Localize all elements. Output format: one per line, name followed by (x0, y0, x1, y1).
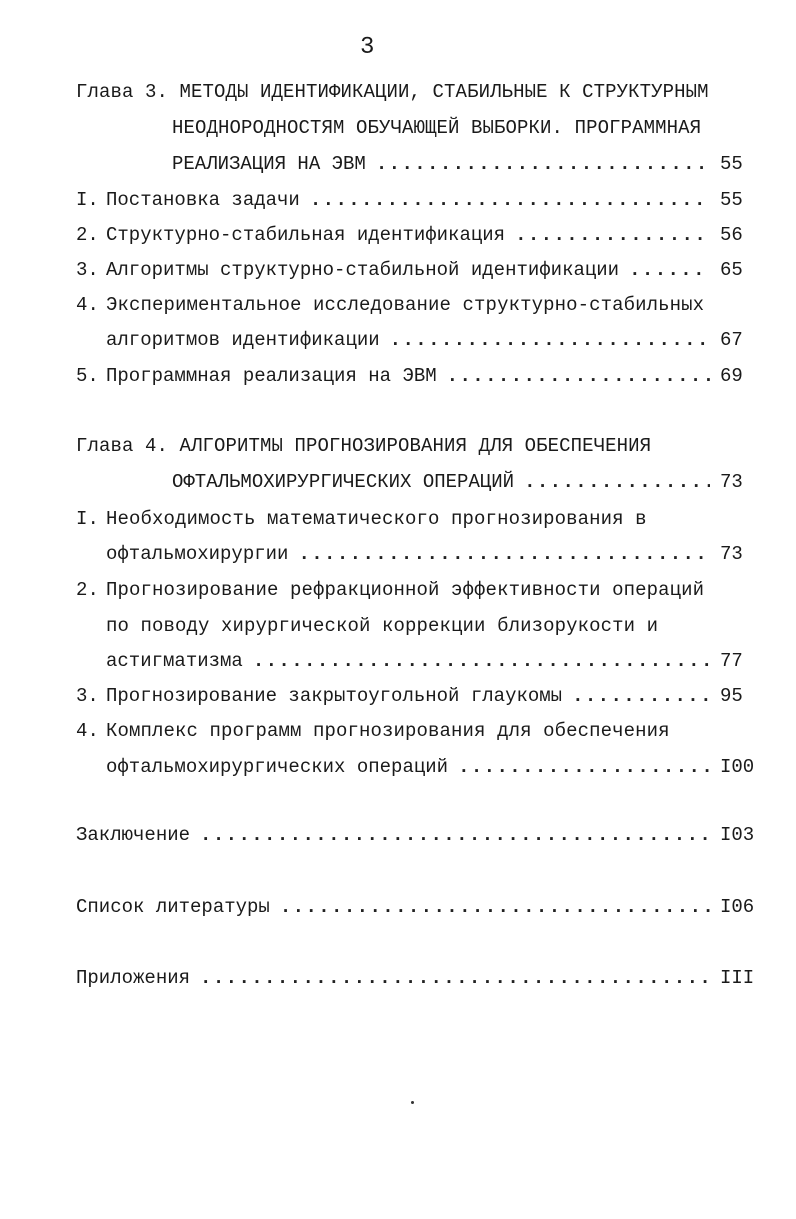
entry-number: 3. (76, 685, 99, 707)
entry-number: 3. (76, 259, 99, 281)
entry-title: Список литературы (76, 896, 270, 918)
dot-leader (524, 470, 710, 494)
entry-number: 4. (76, 720, 100, 742)
entry-title: Заключение (76, 824, 191, 846)
toc-entry (106, 649, 762, 673)
toc-entry (76, 258, 762, 282)
chapter3-title-line2: НЕОДНОРОДНОСТЯМ ОБУЧАЮЩЕЙ ВЫБОРКИ. ПРОГРАММНАЯ (172, 117, 702, 139)
entry-page: 67 (720, 329, 743, 351)
entry-title: Комплекс программ прогнозирования для обеспечения (106, 720, 670, 742)
chapter4-title-line2 (172, 470, 762, 494)
entry-title: Прогнозирование рефракционной эффективности операций (106, 579, 705, 601)
entry-title: Программная реализация на ЭВМ (106, 365, 437, 387)
entry-page: 73 (720, 543, 743, 565)
entry-number: 2. (76, 579, 100, 601)
entry-page: 55 (720, 189, 743, 211)
toc-entry-appendices (76, 966, 762, 990)
entry-title: алгоритмов идентификации (106, 329, 380, 351)
entry-page: 77 (720, 650, 743, 672)
entry-page: I06 (720, 896, 755, 918)
toc-entry-references (76, 895, 762, 919)
entry-title: офтальмохирургии (106, 543, 289, 565)
chapter4-page: 73 (720, 471, 743, 493)
dot-leader (200, 823, 710, 847)
stray-dot (411, 1101, 414, 1104)
entry-title: Прогнозирование закрытоугольной глаукомы (106, 685, 563, 707)
dot-leader (376, 152, 710, 176)
toc-entry-line (76, 293, 704, 317)
entry-title: астигматизма (106, 650, 243, 672)
entry-page: I03 (720, 824, 755, 846)
toc-entry-line (76, 719, 670, 743)
entry-title: Экспериментальное исследование структурно-стабильных (106, 294, 705, 316)
toc-entry (106, 542, 762, 566)
toc-entry-line: по поводу хирургической коррекции близорукости и (106, 615, 659, 637)
entry-title: Структурно-стабильная идентификация (106, 224, 506, 246)
dot-leader (280, 895, 710, 919)
toc-entry-line (76, 507, 647, 531)
dot-leader (298, 542, 710, 566)
toc-entry (76, 684, 762, 708)
entry-title: офтальмохирургических операций (106, 756, 449, 778)
toc-entry-line (76, 578, 704, 602)
entry-number: I. (76, 189, 99, 211)
entry-page: 95 (720, 685, 743, 707)
dot-leader (390, 328, 710, 352)
toc-entry-conclusion (76, 823, 762, 847)
toc-entry (76, 223, 762, 247)
chapter3-title-line1: Глава 3. МЕТОДЫ ИДЕНТИФИКАЦИИ, СТАБИЛЬНЫЕ К СТРУКТУРНЫМ (76, 81, 709, 103)
entry-page: 65 (720, 259, 743, 281)
chapter4-title-text: ОФТАЛЬМОХИРУРГИЧЕСКИХ ОПЕРАЦИЙ (172, 471, 515, 493)
entry-number: 4. (76, 294, 100, 316)
entry-page: 69 (720, 365, 743, 387)
page-number: 3 (360, 34, 375, 61)
chapter4-title-line1: Глава 4. АЛГОРИТМЫ ПРОГНОЗИРОВАНИЯ ДЛЯ ОБЕСПЕЧЕНИЯ (76, 435, 652, 457)
dot-leader (572, 684, 710, 708)
chapter3-page: 55 (720, 153, 743, 175)
toc-entry (106, 328, 762, 352)
entry-page: 56 (720, 224, 743, 246)
chapter3-title-text: РЕАЛИЗАЦИЯ НА ЭВМ (172, 153, 366, 175)
dot-leader (458, 755, 710, 779)
entry-number: 5. (76, 365, 99, 387)
entry-title: Постановка задачи (106, 189, 300, 211)
dot-leader (253, 649, 710, 673)
entry-page: I00 (720, 756, 755, 778)
toc-entry (76, 364, 762, 388)
dot-leader (629, 258, 710, 282)
entry-title: Приложения (76, 967, 191, 989)
dot-leader (200, 966, 710, 990)
dot-leader (515, 223, 710, 247)
toc-entry (76, 188, 762, 212)
entry-title: Алгоритмы структурно-стабильной идентификации (106, 259, 620, 281)
entry-page: III (720, 967, 755, 989)
dot-leader (447, 364, 710, 388)
toc-entry (106, 755, 762, 779)
chapter3-title-line3 (172, 152, 762, 176)
entry-number: I. (76, 508, 100, 530)
dot-leader (310, 188, 710, 212)
entry-number: 2. (76, 224, 99, 246)
entry-title: Необходимость математического прогнозирования в (106, 508, 647, 530)
